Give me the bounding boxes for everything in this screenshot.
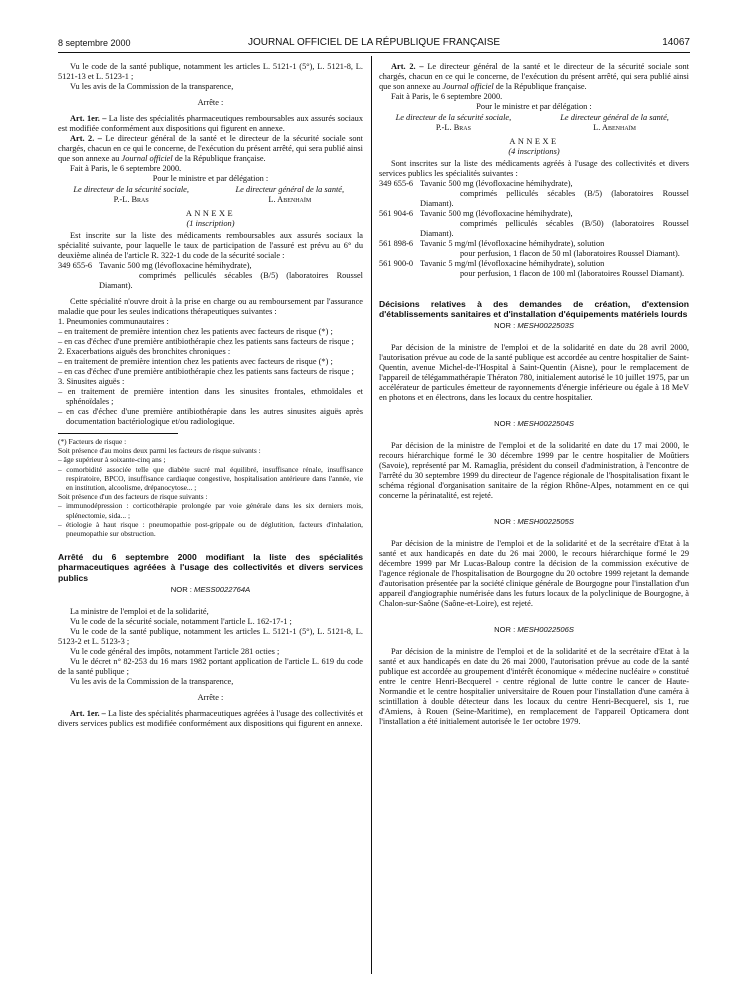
decision-paragraph: Par décision de la ministre de l'emploi et de la solidarité et de la secrétaire d'Etat à la santé et aux handicapés en date du 26 mai 2000, l'autorisation prévue au code de la santé publique est accordée au groupement d'intérêt économique « médecine nucléaire » constitué entre le centre Henri-Becquerel - centre régional de lutte contre le cancer de Haute-Normandie et le centre hospitalier universitaire de Rouen pour l'installation d'une caméra à scintillation à double détecteur dans les locaux du centre Henri-Becquerel, sis 1, rue d'Amiens, à Rouen (Seine-Maritime), en remplacement de l'appareil Opticamera dont l'installation a été initialement autorisée le 1er octobre 1979. [379, 647, 689, 727]
arrete-label: Arrête : [197, 98, 224, 107]
header-date: 8 septembre 2000 [58, 38, 131, 48]
indication-item: 2. Exacerbations aiguës des bronchites chroniques : [58, 347, 231, 356]
drug-entry [379, 259, 689, 279]
article-text: La liste des spécialités pharmaceutiques remboursables aux assurés sociaux est modifiée conformément aux dispositions qui figurent en annexe. [58, 114, 364, 133]
delegation-line: Pour le ministre et par délégation : [476, 102, 592, 111]
nor-reference [379, 625, 689, 635]
article-1 [58, 709, 363, 729]
signature-right [540, 113, 689, 133]
header-title: JOURNAL OFFICIEL DE LA RÉPUBLIQUE FRANÇAISE [247, 37, 501, 48]
drug-line: Tavanic 500 mg (lévofloxacine hémihydrate), [420, 179, 573, 188]
vu-paragraph: Vu le code général des impôts, notamment l'article 281 octies ; [70, 646, 280, 656]
drug-description [420, 259, 689, 279]
article-1 [58, 114, 363, 134]
fait-a-paris: Fait à Paris, le 6 septembre 2000. [391, 92, 503, 101]
vu-paragraph: Vu le code de la sécurité sociale, notamment l'article L. 162-17-1 ; [70, 616, 292, 626]
footnote-line: Soit présence d'au moins deux parmi les facteurs de risque suivants : [58, 446, 261, 456]
drug-line: Tavanic 500 mg (lévofloxacine hémihydrate), [99, 261, 252, 270]
drug-description [420, 239, 689, 259]
nor-value: MESH0022505S [517, 517, 574, 527]
nor-label: NOR : [494, 517, 516, 527]
annexe-intro: Est inscrite sur la liste des médicaments remboursables aux assurés sociaux la spécialité suivante, pour laquelle le taux de participation de l'assuré est prévu au 6° du deuxième alinéa de l'article R. 322-1 du code de la sécurité sociale : [58, 231, 363, 260]
footnote-line: – étiologie à haut risque : pneumopathie post-grippale ou de déglutition, facteurs d'inhalation, pneumopathie sur obstruction. [58, 519, 363, 539]
drug-code: 349 655-6 [379, 179, 414, 188]
indication-item: – en traitement de première intention chez les patients avec facteurs de risque (*) ; [58, 357, 333, 366]
indication-item: – en cas d'échec d'une première antibiothérapie chez les patients sans facteurs de risque ; [58, 337, 354, 346]
right-column [379, 62, 689, 727]
footnote-line: (*) Facteurs de risque : [58, 437, 127, 446]
decision-paragraph: Par décision de la ministre de l'emploi et de la solidarité en date du 28 avril 2000, l'autorisation prévue au code de la santé publique est accordée au centre hospitalier de Saint-Quentin, avenue Michel-de-l'Hospital à Saint-Quentin (Aisne), pour le remplacement de l'appareil de télégammathérapie Thératon 780, initialement autorisé le 10 juillet 1975, par un accélérateur de particules émetteur de rayonnements d'énergie inférieure ou égale à 18 MeV en photons et en électrons, dans les locaux du centre hospitalier. [379, 343, 689, 403]
journal-officiel-ref: Journal officiel [121, 154, 173, 163]
article-text: Le directeur général de la santé et le directeur de la sécurité sociale sont chargés, chacun en ce qui le concerne, de l'exécution du présent arrêté, qui sera publié ainsi que son annexe au [58, 134, 363, 163]
signatures [58, 185, 363, 205]
drug-line-continued: comprimés pelliculés sécables (B/5) (laboratoires Roussel Diamant). [420, 189, 689, 208]
signatory-title: Le directeur de la sécurité sociale, [395, 113, 512, 122]
indication-item: – en cas d'échec d'une première antibiothérapie dans les autres sinusites aiguës après documentation bactériologique et/ou radiologique. [58, 407, 363, 426]
signatory-name: P.-L. Bras [113, 195, 149, 204]
annexe-intro: Sont inscrites sur la liste des médicaments agréés à l'usage des collectivités et divers services publics les spécialités suivantes : [379, 159, 689, 178]
article-text: Le directeur général de la santé et le directeur de la sécurité sociale sont chargés, chacun en ce qui le concerne, de l'exécution du présent arrêté, qui sera publié ainsi que son annexe au [379, 62, 689, 91]
indication-item: 1. Pneumonies communautaires : [58, 317, 169, 326]
footnote-separator [58, 433, 178, 434]
signatory-title: Le directeur général de la santé, [235, 185, 345, 194]
nor-reference [379, 321, 689, 331]
article-2 [379, 62, 689, 92]
indication-item: – en cas d'échec d'une première antibiothérapie chez les patients sans facteurs de risque ; [58, 367, 354, 376]
drug-line: Tavanic 500 mg (lévofloxacine hémihydrate), [420, 209, 573, 218]
arrete-title: Arrêté du 6 septembre 2000 modifiant la liste des spécialités pharmaceutiques agréées à l'usage des collectivités et divers services publics [58, 552, 363, 583]
nor-value: MESH0022503S [517, 321, 574, 331]
nor-label: NOR : [494, 321, 516, 331]
footnote-line: – âge supérieur à soixante-cinq ans ; [58, 455, 166, 465]
signatures [379, 113, 689, 133]
drug-description [99, 261, 363, 291]
indication-intro: Cette spécialité n'ouvre droit à la prise en charge ou au remboursement par l'assurance maladie que pour les seules indications thérapeutiques suivantes : [58, 297, 363, 316]
decision-paragraph: Par décision de la ministre de l'emploi et de la solidarité en date du 17 mai 2000, le recours hiérarchique formé le 30 décembre 1999 par le centre hospitalier de Moûtiers (Savoie), représenté par M. Ramaglia, président du conseil d'administration, à l'encontre de l'arrêté du 30 septembre 1999 du directeur de l'agence régionale de l'hospitalisation fixant le schéma régional d'organisation sanitaire de la région Rhône-Alpes, notamment en ce qui concerne la périnatalité, est rejeté. [379, 441, 689, 501]
decisions-title: Décisions relatives à des demandes de création, d'extension d'établissements sanitaires et d'installation d'équipements matériels lourds [379, 299, 689, 320]
signature-left [58, 185, 204, 205]
nor-label: NOR : [494, 419, 516, 429]
indications-list [58, 317, 363, 427]
vu-paragraph: Vu les avis de la Commission de la transparence, [70, 82, 234, 91]
nor-value: MESS0022764A [194, 584, 251, 594]
arrete-label: Arrête : [197, 692, 224, 702]
drug-line-continued: pour perfusion, 1 flacon de 100 ml (laboratoires Roussel Diamant). [460, 269, 685, 278]
nor-reference [58, 585, 363, 595]
drug-code: 561 898-6 [379, 239, 414, 248]
article-label: Art. 2. – [391, 62, 424, 71]
drug-code: 561 900-0 [379, 259, 414, 268]
drug-description [420, 179, 689, 209]
vu-paragraph: Vu le code de la santé publique, notamment les articles L. 5121-1 (5°), L. 5121-8, L. 5123-2 et L. 5123-3 ; [58, 626, 363, 646]
drug-entry [58, 261, 363, 291]
vu-paragraph: Vu le décret n° 82-253 du 16 mars 1982 portant application de l'article L. 619 du code de la santé publique ; [58, 656, 363, 676]
drug-description [420, 209, 689, 239]
signatory-title: Le directeur général de la santé, [560, 113, 669, 122]
indication-item: 3. Sinusites aiguës : [58, 377, 125, 386]
footnote-line: – immunodépression : corticothérapie prolongée par voie générale dans les six derniers mois, splénectomie, sida... ; [58, 501, 363, 520]
signatory-name: L. Abenhaïm [268, 195, 312, 204]
fait-a-paris: Fait à Paris, le 6 septembre 2000. [70, 164, 182, 173]
signature-right [217, 185, 363, 205]
drug-line-continued: pour perfusion, 1 flacon de 50 ml (laboratoires Roussel Diamant). [460, 249, 680, 258]
nor-reference [379, 517, 689, 527]
header-page-number: 14067 [662, 37, 690, 48]
page-header [58, 36, 690, 50]
inscription-count: (1 inscription) [186, 219, 235, 228]
header-rule [58, 52, 690, 53]
drug-entry [379, 239, 689, 259]
footnote-line: – comorbidité associée telle que diabète sucré mal équilibré, insuffisance rénale, insuffisance respiratoire, BPCO, insuffisance cardiaque congestive, hospitalisation antérieure dans l'année, vie en institution, alcoolisme, drépanocytose... ; [58, 464, 363, 493]
delegation-line: Pour le ministre et par délégation : [152, 174, 269, 183]
annexe-heading: ANNEXE [185, 209, 236, 218]
footnote [58, 437, 363, 538]
indication-item: – en traitement de première intention dans les sinusites frontales, ethmoïdales et sphénoïdales ; [58, 387, 363, 406]
decision-paragraph: Par décision de la ministre de l'emploi et de la solidarité et de la secrétaire d'Etat à la santé et aux handicapés en date du 26 mai 2000, le recours hiérarchique formé le 29 décembre 1999 par Mr Lucas-Baloup contre la décision de la commission exécutive de l'agence régionale de l'hospitalisation de Bourgogne du 20 octobre 1999 rejetant la demande d'autorisation présentée par la société clinique générale de Bourgogne pour l'installation d'un appareil d'angiographie numérisée dans les futurs locaux de la polyclinique de Bourgogne, à Chalon-sur-Saône (Saône-et-Loire), est rejeté. [379, 539, 689, 609]
nor-label: NOR : [170, 584, 192, 594]
signature-left [379, 113, 528, 133]
nor-value: MESH0022504S [517, 419, 574, 429]
drug-code: 561 904-6 [379, 209, 414, 218]
signatory-name: P.-L. Bras [435, 123, 471, 132]
drug-entry [379, 209, 689, 239]
signatory-title: Le directeur de la sécurité sociale, [73, 185, 189, 194]
drug-code: 349 655-6 [58, 261, 93, 270]
nor-label: NOR : [494, 625, 516, 635]
article-label: Art. 1er. – [70, 114, 107, 123]
vu-paragraph: Vu les avis de la Commission de la transparence, [70, 676, 234, 686]
journal-officiel-ref: Journal officiel [442, 82, 494, 91]
indication-item: – en traitement de première intention chez les patients avec facteurs de risque (*) ; [58, 327, 333, 336]
ministre-line: La ministre de l'emploi et de la solidarité, [70, 606, 209, 616]
vu-paragraph: Vu le code de la santé publique, notamment les articles L. 5121-1 (5°), L. 5121-8, L. 5121-13 et L. 5123-1 ; [58, 62, 363, 81]
drug-line-continued: comprimés pelliculés sécables (B/5) (laboratoires Roussel Diamant). [99, 271, 363, 290]
article-text-end: de la République française. [172, 154, 266, 163]
left-column [58, 62, 363, 729]
drug-line-continued: comprimés pelliculés sécables (B/50) (laboratoires Roussel Diamant). [420, 219, 689, 238]
article-text-end: de la République française. [493, 82, 587, 91]
article-2 [58, 134, 363, 164]
article-text: La liste des spécialités pharmaceutiques agréées à l'usage des collectivités et divers services publics est modifiée conformément aux dispositions qui figurent en annexe. [58, 708, 363, 728]
article-label: Art. 1er. – [70, 708, 106, 718]
article-label: Art. 2. – [70, 134, 102, 143]
signatory-name: L. Abenhaïm [593, 123, 637, 132]
drug-line: Tavanic 5 mg/ml (lévofloxacine hémihydrate), solution [420, 239, 605, 248]
column-divider [371, 56, 372, 974]
inscription-count: (4 inscriptions) [508, 147, 560, 156]
drug-entry [379, 179, 689, 209]
footnote-line: Soit présence d'un des facteurs de risque suivants : [58, 492, 208, 502]
nor-reference [379, 419, 689, 429]
drug-line: Tavanic 5 mg/ml (lévofloxacine hémihydrate), solution [420, 259, 605, 268]
annexe-heading: ANNEXE [509, 137, 559, 146]
nor-value: MESH0022506S [517, 625, 574, 635]
